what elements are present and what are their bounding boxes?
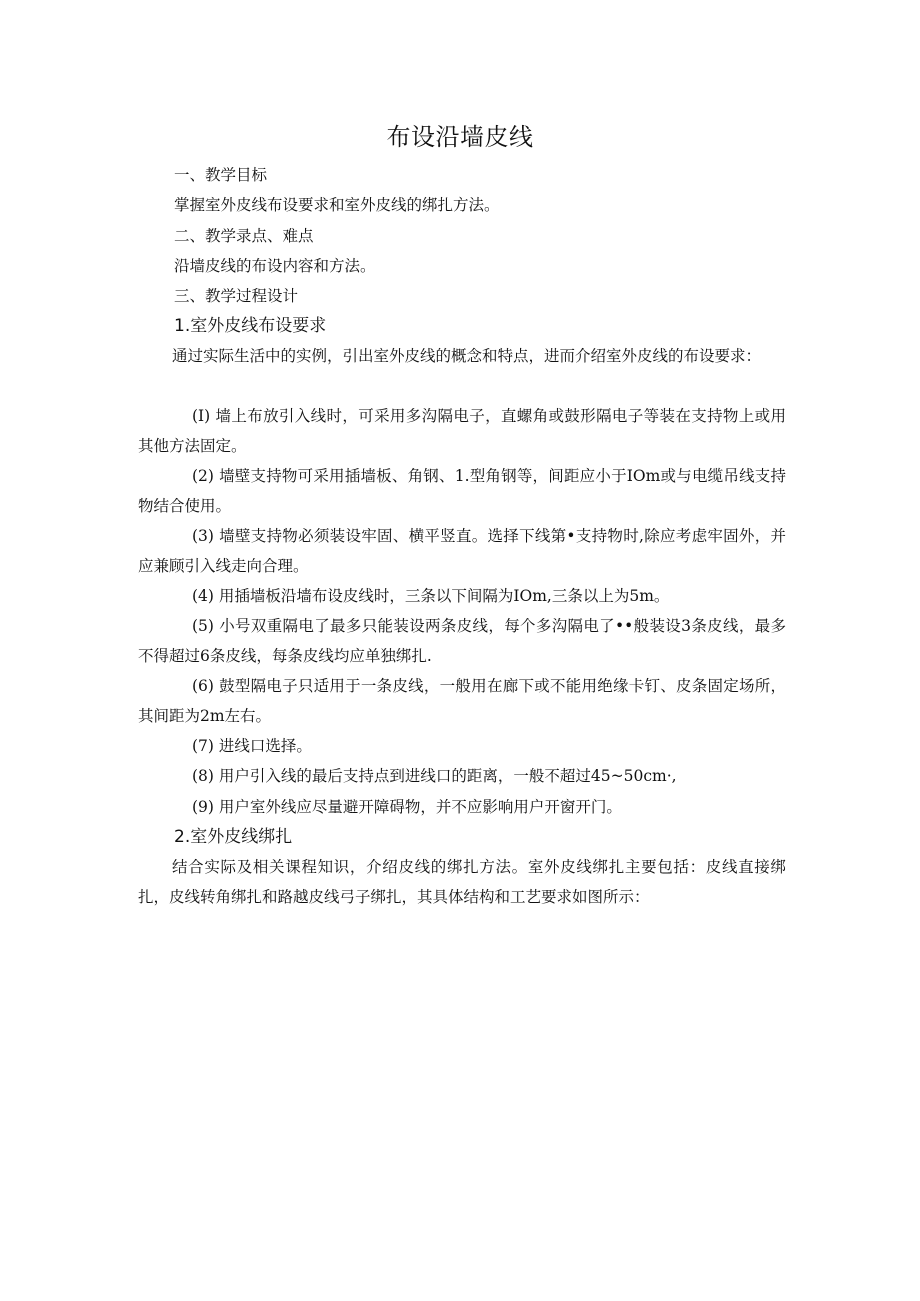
section-heading-process: 三、教学过程设计 [174, 287, 299, 305]
binding-intro: 结合实际及相关课程知识，介绍皮线的绑扎方法。室外皮线绑扎主要包括：皮线直接绑扎，皮线转角绑扎和路越皮线弓子绑扎，其具体结构和工艺要求如图所示： [138, 858, 786, 906]
section-heading-objectives: 一、教学目标 [174, 166, 268, 184]
requirements-intro: 通过实际生活中的实例，引出室外皮线的概念和特点，进而介绍室外皮线的布设要求： [172, 347, 762, 365]
requirement-item-7: (7) 进线口选择。 [192, 737, 312, 755]
section-heading-keypoints: 二、教学录点、难点 [174, 227, 314, 245]
requirement-item-5: (5) 小号双重隔电了最多只能装设两条皮线，每个多沟隔电了••般装设3条皮线，最多不得超过6条皮线，每条皮线均应单独绑扎. [138, 617, 786, 665]
document-title: 布设沿墙皮线 [386, 123, 534, 151]
requirement-item-8: (8) 用户引入线的最后支持点到进线口的距离，一般不超过45~50cm·, [192, 767, 677, 785]
subheading-binding: 2.室外皮线绑扎 [174, 827, 293, 847]
requirement-item-6: (6) 鼓型隔电子只适用于一条皮线，一般用在廊下或不能用绝缘卡钉、皮条固定场所，其间距为2m左右。 [138, 677, 786, 725]
requirement-item-2: (2) 墙壁支持物可采用插墙板、角钢、1.型角钢等，间距应小于IOm或与电缆吊线支持物结合使用。 [138, 467, 786, 515]
objectives-text: 掌握室外皮线布设要求和室外皮线的绑扎方法。 [174, 196, 500, 214]
requirement-item-9: (9) 用户室外线应尽量避开障碍物，并不应影响用户开窗开门。 [192, 798, 622, 816]
subheading-requirements: 1.室外皮线布设要求 [174, 316, 327, 336]
requirement-item-3: (3) 墙壁支持物必须装设牢固、横平竖直。选择下线第•支持物时,除应考虑牢固外，并应兼顾引入线走向合理。 [138, 527, 786, 575]
keypoints-text: 沿墙皮线的布设内容和方法。 [174, 257, 376, 275]
requirement-item-4: (4) 用插墙板沿墙布设皮线时，三条以下间隔为IOm,三条以上为5m。 [192, 587, 670, 605]
requirement-item-1: (I) 墙上布放引入线时，可采用多沟隔电子，直螺角或鼓形隔电子等装在支持物上或用其他方法固定。 [138, 407, 786, 455]
